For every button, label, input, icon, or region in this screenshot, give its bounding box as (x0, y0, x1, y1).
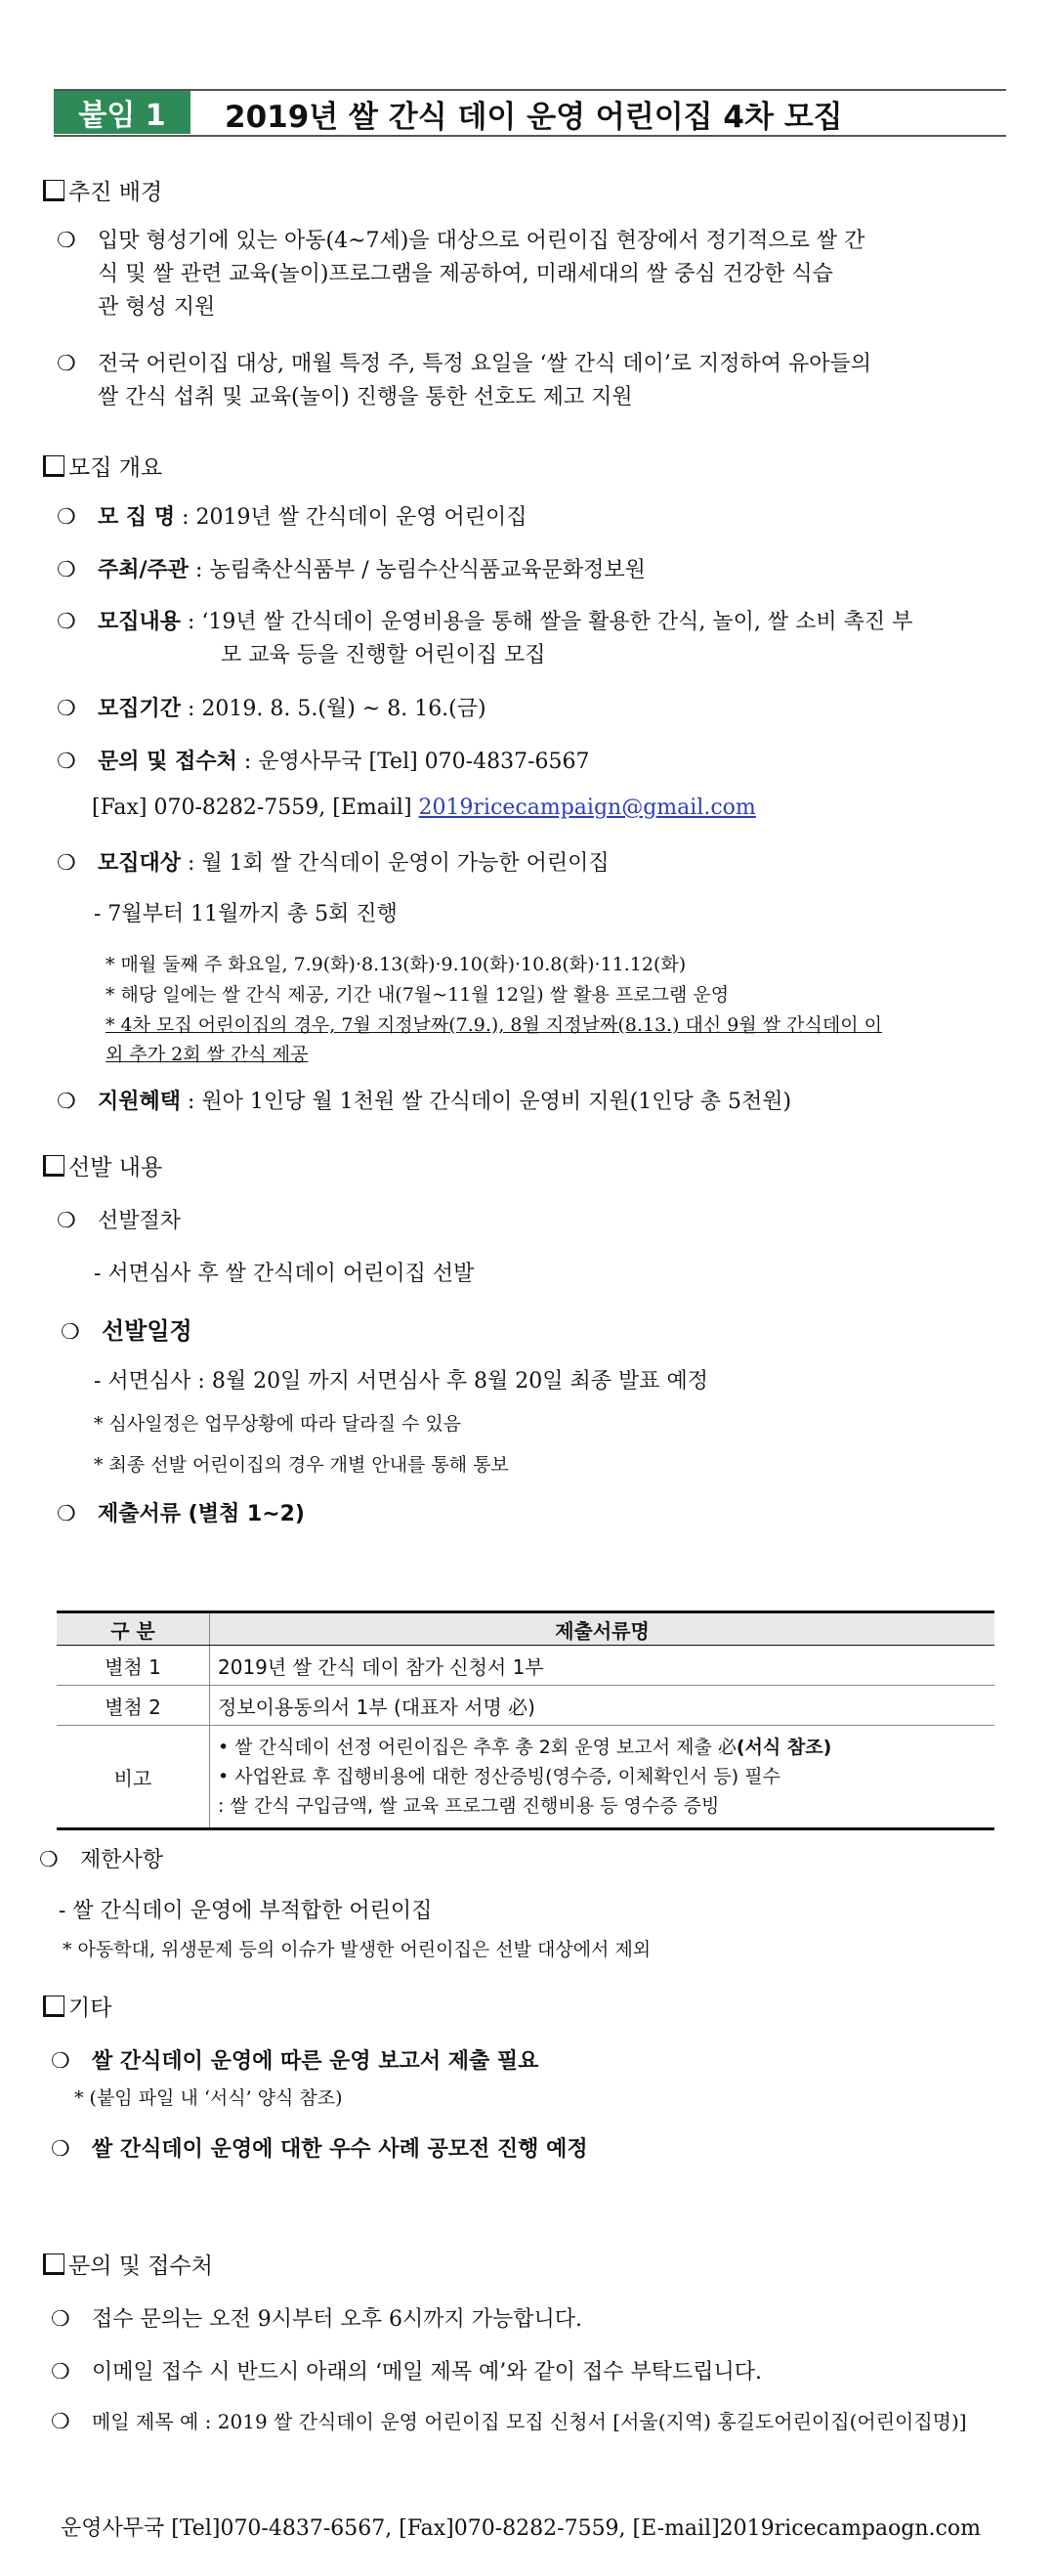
section-inquiry-heading: 문의 및 접수처 (43, 2248, 213, 2280)
circle-bullet-icon: ❍ (57, 851, 76, 876)
selection-schedule-value: - 서면심사 : 8월 20일 까지 서면심사 후 8월 20일 최종 발표 예정 (94, 1369, 709, 1394)
table-header-cell: 구 분 (57, 1612, 210, 1646)
overview-name: ❍ 모 집 명 : 2019년 쌀 간식데이 운영 어린이집 (57, 505, 527, 530)
table-row (57, 1726, 994, 1829)
circle-bullet-icon: ❍ (57, 1502, 76, 1526)
selection-documents-label: ❍ 제출서류 (별첨 1~2) (57, 1502, 305, 1526)
inquiry-item-3: ❍ 메일 제목 예 : 2019 쌀 간식데이 운영 어린이집 모집 신청서 [서울(지역) 홍길도어린이집(어린이집명)] (51, 2410, 967, 2434)
circle-bullet-icon: ❍ (57, 558, 76, 582)
selection-procedure-label: ❍ 선발절차 (57, 1209, 182, 1233)
table-cell-remark: • 쌀 간식데이 선정 어린이집은 추후 총 2회 운영 보고서 제출 必(서식 참조) • 사업완료 후 집행비용에 대한 정산증빙(영수증, 이체확인서 등) 필수 : 쌀 간식 구입금액, 쌀 교육 프로그램 진행비용 등 영수증 증빙 (210, 1726, 995, 1829)
background-item-1: ❍ 입맛 형성기에 있는 아동(4~7세)을 대상으로 어린이집 현장에서 정기적으로 쌀 간 식 및 쌀 관련 교육(놀이)프로그램을 제공하여, 미래세대의 쌀 중심 건강한 식습 관 형성 지원 (57, 225, 864, 324)
circle-bullet-icon: ❍ (61, 1320, 80, 1345)
inquiry-item-2: ❍ 이메일 접수 시 반드시 아래의 ‘메일 제목 예’와 같이 접수 부탁드립니다. (51, 2360, 762, 2384)
etc-item-2: ❍ 쌀 간식데이 운영에 대한 우수 사례 공모전 진행 예정 (51, 2137, 588, 2162)
restrictions-line-1: - 쌀 간식데이 운영에 부적합한 어린이집 (59, 1899, 433, 1923)
restrictions-heading: ❍ 제한사항 (39, 1848, 164, 1872)
selection-procedure-value: - 서면심사 후 쌀 간식데이 어린이집 선발 (94, 1262, 475, 1286)
table-cell-value: 정보이용동의서 1부 (대표자 서명 必) (210, 1686, 995, 1726)
checkbox-icon (43, 1996, 64, 2017)
overview-host: ❍ 주최/주관 : 농림축산식품부 / 농림수산식품교육문화정보원 (57, 558, 646, 582)
section-selection-heading: 선발 내용 (43, 1149, 162, 1181)
circle-bullet-icon: ❍ (57, 352, 76, 376)
overview-note-3: * 4차 모집 어린이집의 경우, 7월 지정날짜(7.9.), 8월 지정날짜(8.13.) 대신 9월 쌀 간식데이 이 외 추가 2회 쌀 간식 제공 (105, 1014, 882, 1065)
inquiry-item-1: ❍ 접수 문의는 오전 9시부터 오후 6시까지 가능합니다. (51, 2307, 582, 2332)
overview-fax-email: [Fax] 070-8282-7559, [Email] 2019ricecampaign@gmail.com (92, 795, 756, 820)
section-overview-heading: 모집 개요 (43, 450, 162, 482)
checkbox-icon (43, 455, 64, 477)
section-background-heading: 추진 배경 (43, 174, 162, 206)
table-row (57, 1646, 994, 1686)
circle-bullet-icon: ❍ (57, 750, 76, 774)
circle-bullet-icon: ❍ (57, 505, 76, 530)
attachment-badge: 붙임 1 (54, 91, 190, 134)
table-cell-label: 별첨 1 (57, 1646, 210, 1686)
selection-schedule-note-2: * 최종 선발 어린이집의 경우 개별 안내를 통해 통보 (94, 1454, 509, 1476)
selection-schedule-label: ❍ 선발일정 (61, 1317, 192, 1345)
checkbox-icon (43, 1155, 64, 1177)
section-etc-heading: 기타 (43, 1990, 111, 2022)
overview-target-sub: - 7월부터 11월까지 총 5회 진행 (94, 902, 398, 926)
table-cell-value: 2019년 쌀 간식 데이 참가 신청서 1부 (210, 1646, 995, 1686)
overview-content: ❍ 모집내용 : ‘19년 쌀 간식데이 운영비용을 통해 쌀을 활용한 간식, 놀이, 쌀 소비 촉진 부 모 교육 등을 진행할 어린이집 모집 (57, 606, 912, 672)
circle-bullet-icon: ❍ (57, 610, 76, 634)
etc-item-1: ❍ 쌀 간식데이 운영에 따른 운영 보고서 제출 필요 (51, 2049, 539, 2074)
circle-bullet-icon: ❍ (51, 2049, 70, 2074)
circle-bullet-icon: ❍ (51, 2410, 70, 2434)
table-cell-label: 별첨 2 (57, 1686, 210, 1726)
circle-bullet-icon: ❍ (57, 229, 76, 253)
restrictions-line-2: * 아동학대, 위생문제 등의 이슈가 발생한 어린이집은 선발 대상에서 제외 (63, 1939, 652, 1960)
overview-note-1: * 매월 둘째 주 화요일, 7.9(화)·8.13(화)·9.10(화)·10.8(화)·11.12(화) (105, 954, 687, 975)
overview-note-2: * 해당 일에는 쌀 간식 제공, 기간 내(7월~11월 12일) 쌀 활용 프로그램 운영 (105, 984, 730, 1006)
page-title: 2019년 쌀 간식 데이 운영 어린이집 4차 모집 (225, 100, 843, 135)
circle-bullet-icon: ❍ (57, 697, 76, 721)
checkbox-icon (43, 180, 64, 201)
overview-contact: ❍ 문의 및 접수처 : 운영사무국 [Tel] 070-4837-6567 (57, 750, 590, 774)
documents-table (57, 1610, 994, 1830)
checkbox-icon (43, 2254, 64, 2275)
background-item-2: ❍ 전국 어린이집 대상, 매월 특정 주, 특정 요일을 ‘쌀 간식 데이’로 지정하여 유아들의 쌀 간식 섭취 및 교육(놀이) 진행을 통한 선호도 제고 지원 (57, 348, 871, 414)
table-header-cell: 제출서류명 (210, 1612, 995, 1646)
circle-bullet-icon: ❍ (51, 2307, 70, 2332)
table-header-row (57, 1612, 994, 1646)
etc-item-1-note: * (붙임 파일 내 ‘서식’ 양식 참조) (74, 2087, 343, 2109)
overview-benefit: ❍ 지원혜택 : 원아 1인당 월 1천원 쌀 간식데이 운영비 지원(1인당 총 5천원) (57, 1090, 792, 1114)
overview-target: ❍ 모집대상 : 월 1회 쌀 간식데이 운영이 가능한 어린이집 (57, 851, 610, 876)
circle-bullet-icon: ❍ (57, 1090, 76, 1114)
circle-bullet-icon: ❍ (39, 1848, 59, 1872)
circle-bullet-icon: ❍ (51, 2360, 70, 2384)
header-top-rule (54, 89, 1006, 91)
overview-period: ❍ 모집기간 : 2019. 8. 5.(월) ~ 8. 16.(금) (57, 697, 486, 721)
circle-bullet-icon: ❍ (51, 2137, 70, 2162)
selection-schedule-note-1: * 심사일정은 업무상황에 따라 달라질 수 있음 (94, 1413, 462, 1435)
table-cell-label: 비고 (57, 1726, 210, 1829)
circle-bullet-icon: ❍ (57, 1209, 76, 1233)
footer-contact: 운영사무국 [Tel]070-4837-6567, [Fax]070-8282-7559, [E-mail]2019ricecampaogn.com (61, 2516, 981, 2541)
email-link[interactable]: 2019ricecampaign@gmail.com (418, 795, 756, 820)
table-row (57, 1686, 994, 1726)
